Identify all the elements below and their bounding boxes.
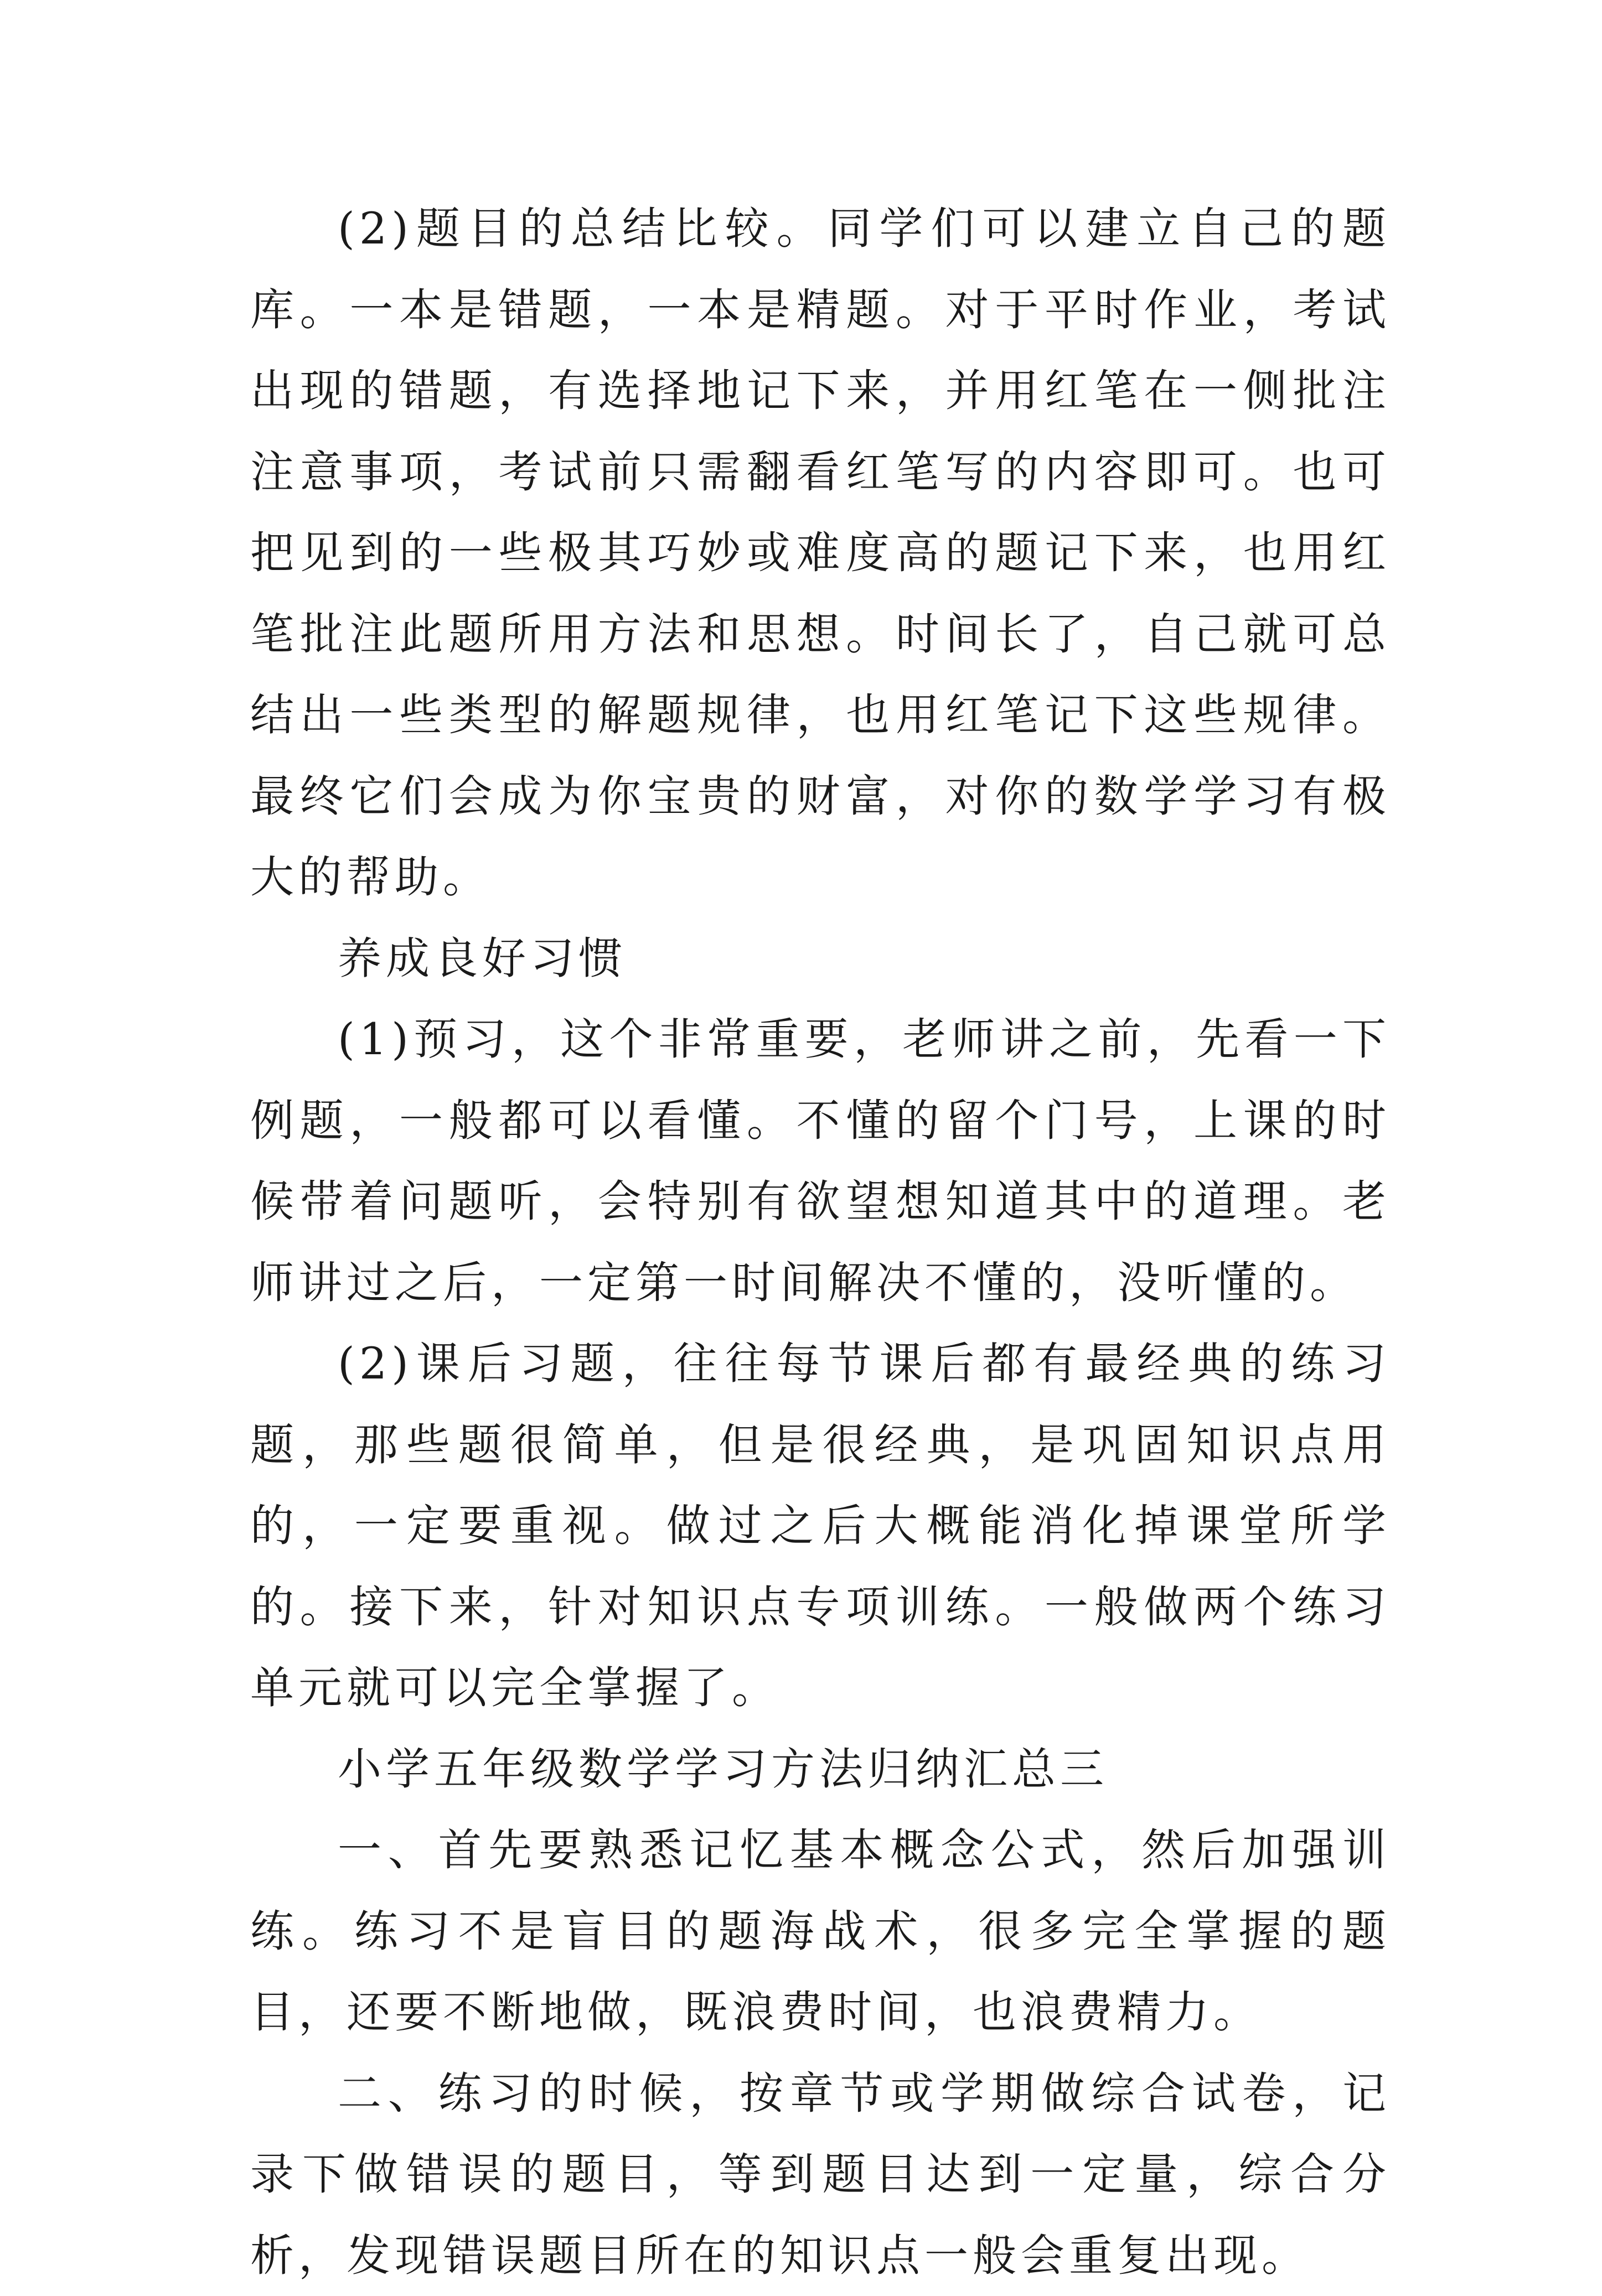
document-body (250, 188, 1391, 2296)
paragraph-preview: (1)预习，这个非常重要，老师讲之前，先看一下例题，一般都可以看懂。不懂的留个门号，上课的时候带着问题听，会特别有欲望想知道其中的道理。老师讲过之后，一定第一时间解决不懂的，没听懂的。 (250, 999, 1391, 1323)
paragraph-question-summary: (2)题目的总结比较。同学们可以建立自己的题库。一本是错题，一本是精题。对于平时作业，考试出现的错题，有选择地记下来，并用红笔在一侧批注注意事项，考试前只需翻看红笔写的内容即可。也可把见到的一些极其巧妙或难度高的题记下来，也用红笔批注此题所用方法和思想。时间长了，自己就可总结出一些类型的解题规律，也用红笔记下这些规律。最终它们会成为你宝贵的财富，对你的数学学习有极大的帮助。 (250, 188, 1391, 918)
paragraph-point-one: 一、首先要熟悉记忆基本概念公式，然后加强训练。练习不是盲目的题海战术，很多完全掌握的题目，还要不断地做，既浪费时间，也浪费精力。 (250, 1810, 1391, 2053)
heading-good-habits: 养成良好习惯 (250, 918, 1391, 999)
paragraph-exercises: (2)课后习题，往往每节课后都有最经典的练习题，那些题很简单，但是很经典，是巩固知识点用的，一定要重视。做过之后大概能消化掉课堂所学的。接下来，针对知识点专项训练。一般做两个练习单元就可以完全掌握了。 (250, 1323, 1391, 1729)
paragraph-point-two: 二、练习的时候，按章节或学期做综合试卷，记录下做错误的题目，等到题目达到一定量，综合分析，发现错误题目所在的知识点一般会重复出现。 (250, 2053, 1391, 2296)
heading-methods-three: 小学五年级数学学习方法归纳汇总三 (250, 1729, 1391, 1810)
